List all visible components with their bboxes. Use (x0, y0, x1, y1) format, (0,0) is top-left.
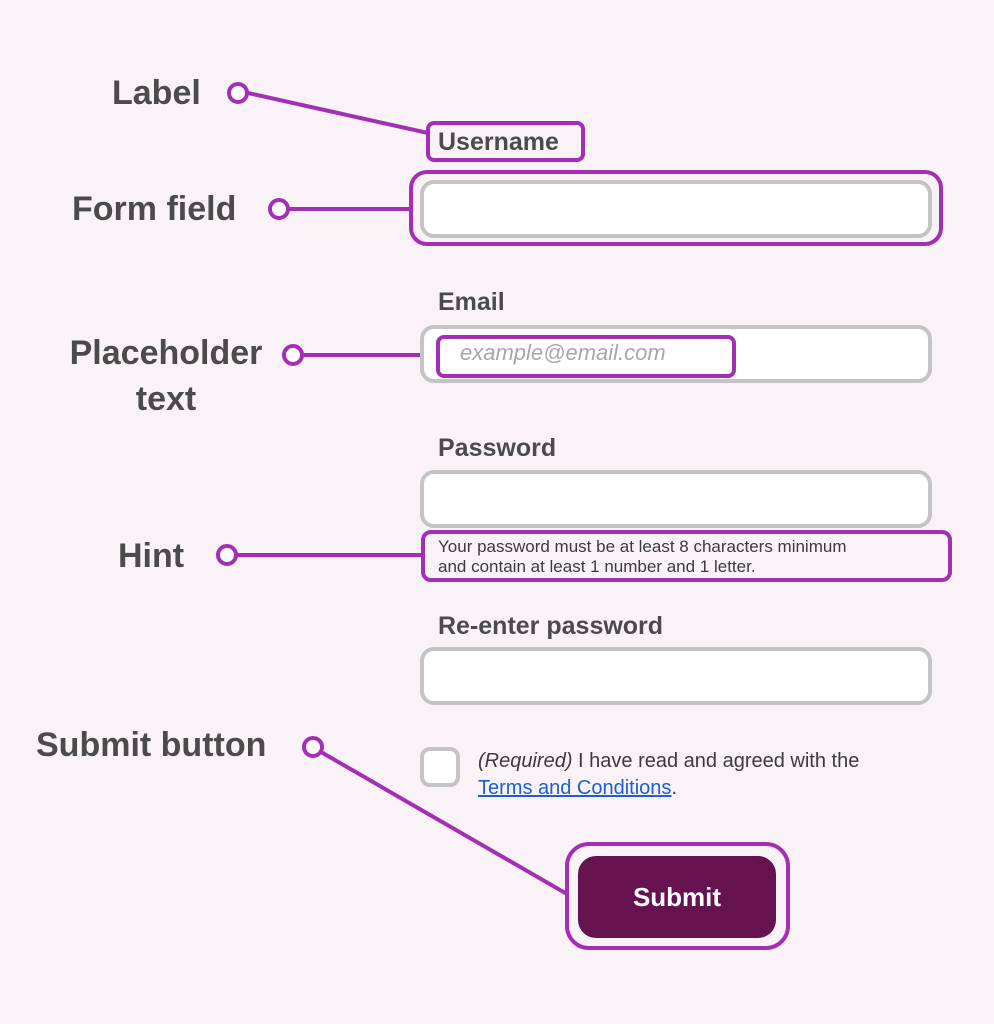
placeholder-highlight (436, 335, 736, 378)
annotation-label: Label (112, 74, 201, 112)
username-label: Username (438, 128, 559, 156)
terms-period: . (671, 777, 677, 799)
password-field[interactable] (420, 470, 932, 528)
connector-dot-hint (218, 546, 236, 564)
password-hint-line-2: and contain at least 1 number and 1 letter. (438, 557, 756, 576)
reenter-password-label: Re-enter password (438, 612, 664, 640)
annotation-submit-button: Submit button (36, 726, 267, 764)
connector-label (248, 93, 428, 133)
annotation-placeholder-text: Placeholder text (69, 334, 263, 418)
password-hint-line-1: Your password must be at least 8 characters minimum (438, 537, 847, 556)
connector-dot-placeholder (284, 346, 302, 364)
annotation-form-field: Form field (72, 190, 237, 228)
terms-text (478, 748, 859, 802)
terms-checkbox[interactable] (420, 747, 460, 787)
annotation-hint: Hint (118, 537, 185, 575)
submit-button[interactable]: Submit (578, 856, 776, 938)
reenter-password-field[interactable] (420, 647, 932, 705)
terms-agreement-text: I have read and agreed with the (572, 750, 860, 772)
submit-highlight (565, 842, 790, 950)
email-label: Email (438, 288, 505, 316)
terms-required: (Required) (478, 750, 573, 772)
terms-link[interactable]: Terms and Conditions (478, 777, 672, 799)
label-highlight (426, 121, 585, 162)
form-field-highlight (409, 170, 943, 246)
connector-dot-form-field (270, 200, 288, 218)
connector-dot-label (229, 84, 247, 102)
connector-dot-submit (304, 738, 322, 756)
email-placeholder: example@email.com (460, 340, 666, 365)
hint-highlight (421, 530, 952, 582)
password-label: Password (438, 434, 557, 462)
